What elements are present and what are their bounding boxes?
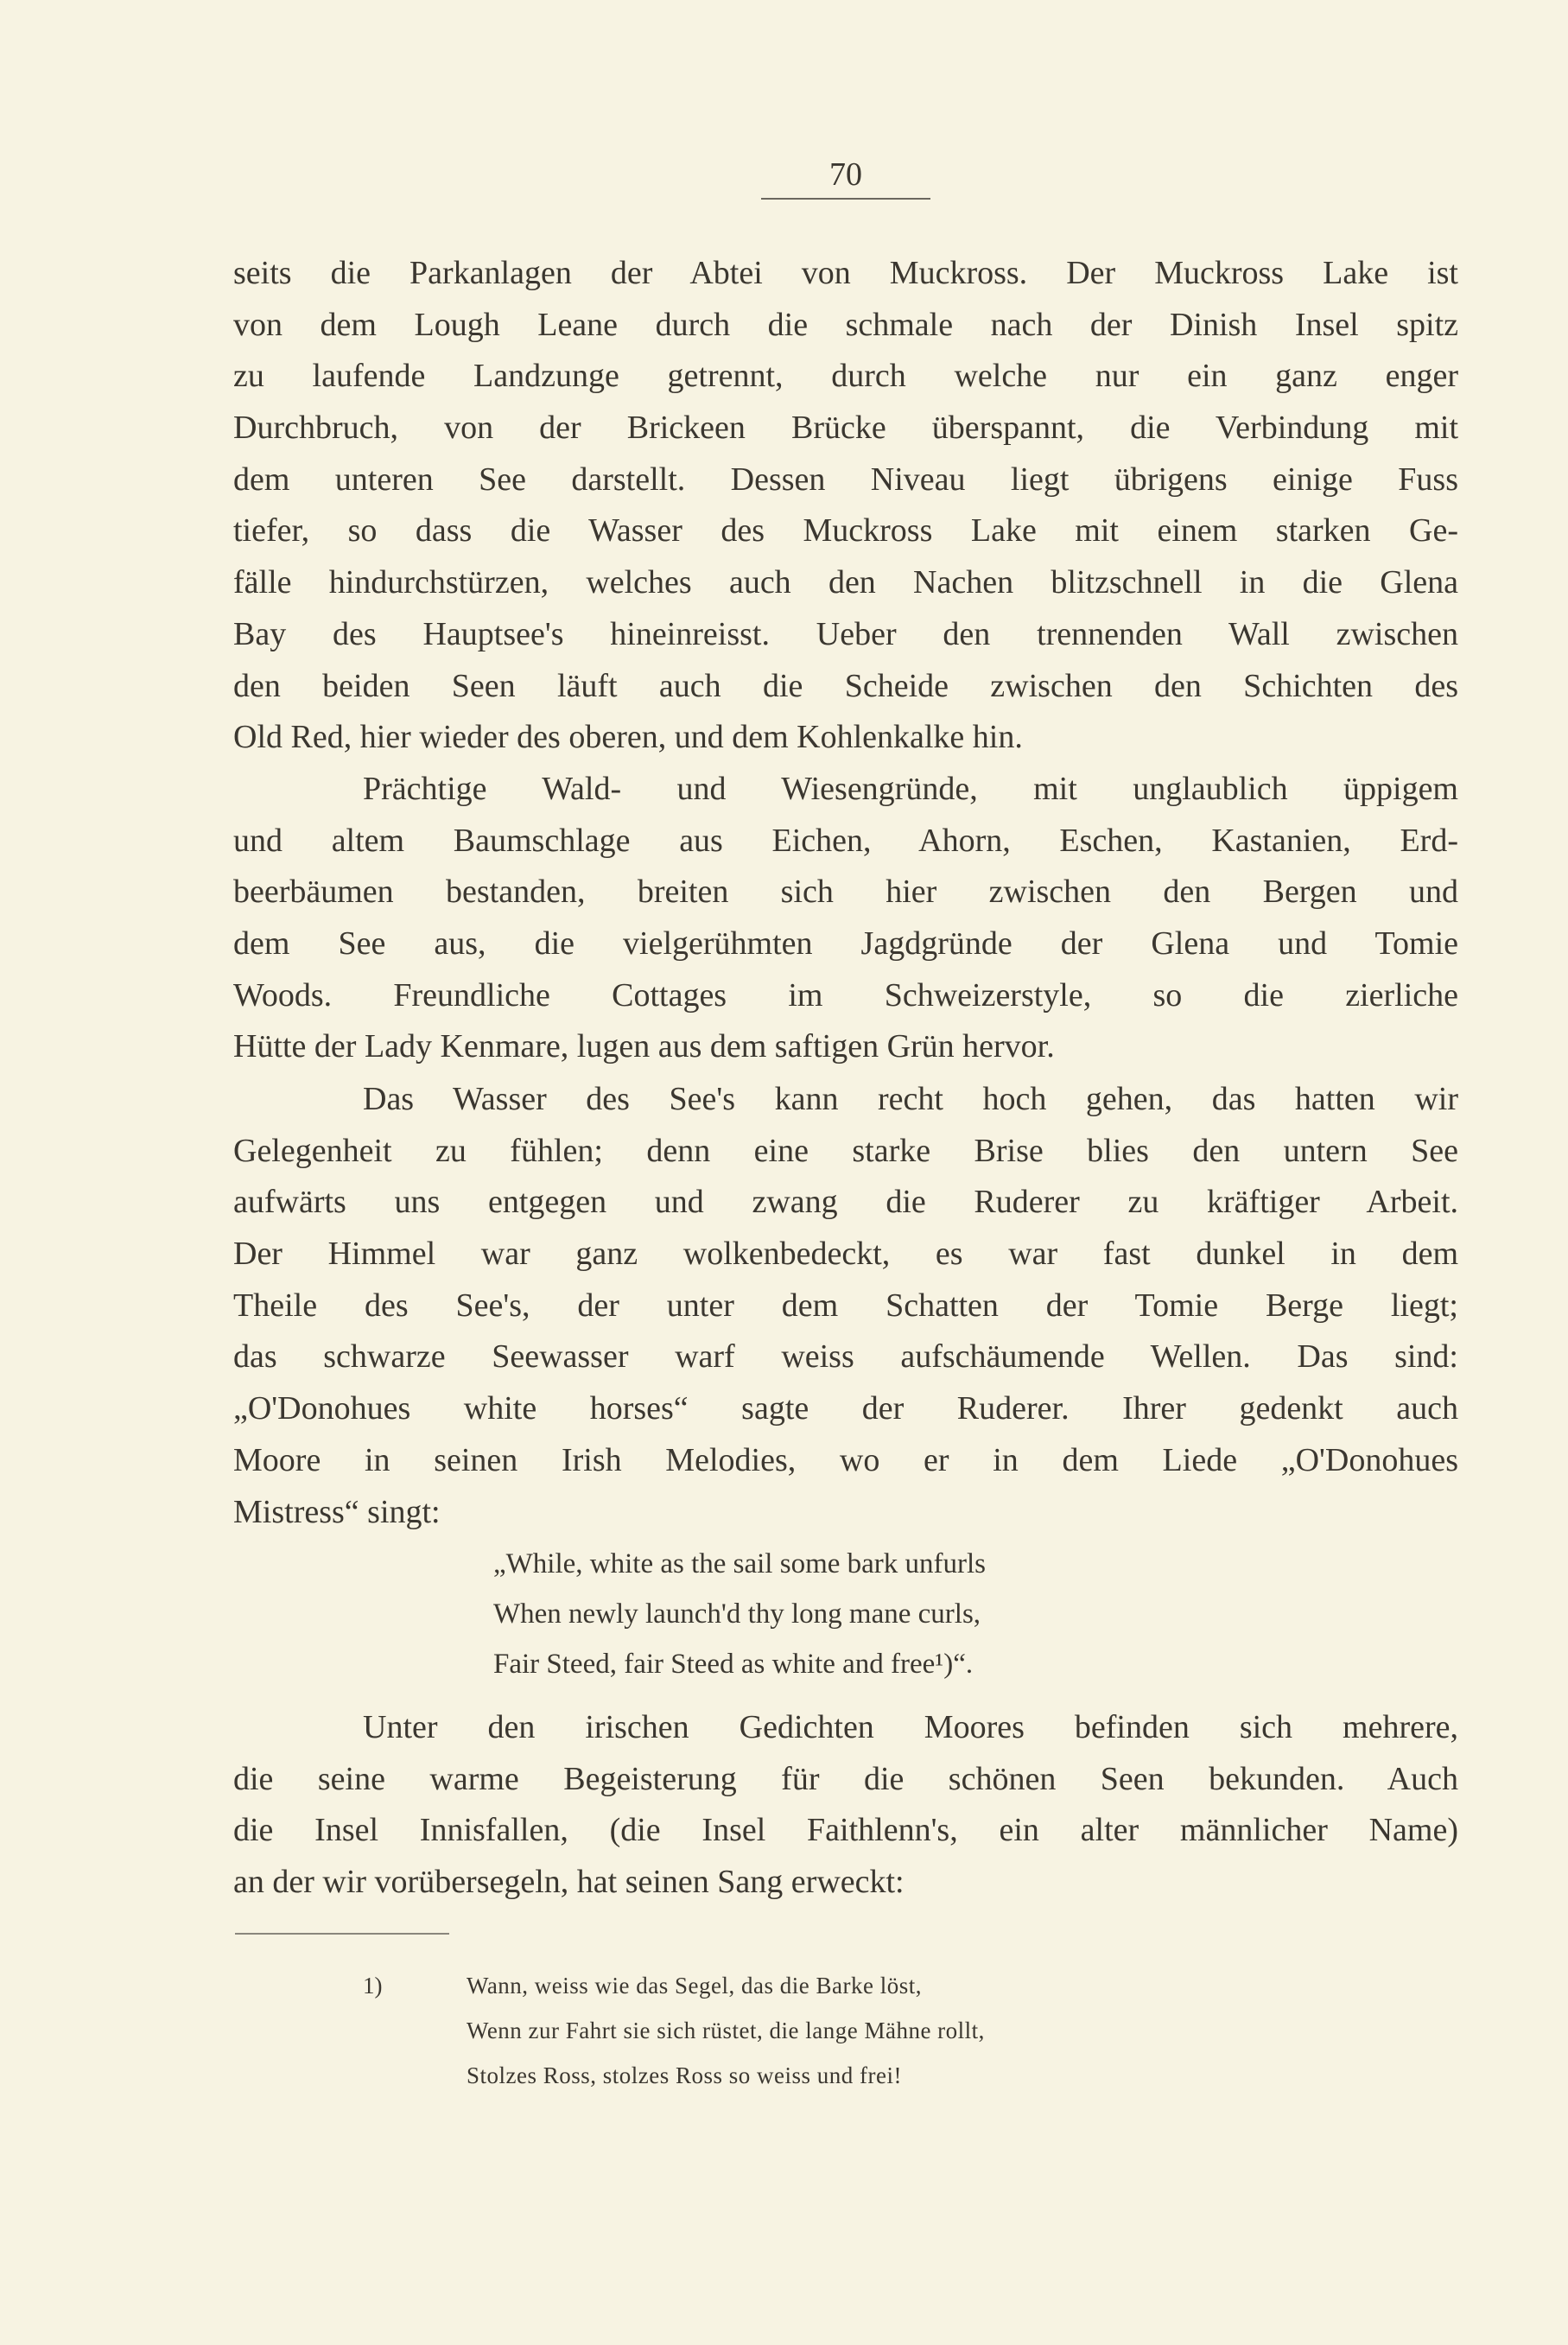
paragraph-4 [233,1702,1458,1909]
text-line: Prächtige Wald- und Wiesengründe, mit unglaublich üppigem [363,771,1458,807]
footnote-marker: 1) [363,1973,383,1999]
text-line: an der wir vorübersegeln, hat seinen Sang erweckt: [233,1864,905,1901]
text-line: die Insel Innisfallen, (die Insel Faithlenn's, ein alter männlicher Name) [233,1812,1458,1849]
text-line: Das Wasser des See's kann recht hoch gehen, das hatten wir [363,1081,1458,1117]
footnote-line: Stolzes Ross, stolzes Ross so weiss und frei! [467,2062,902,2088]
text-line: den beiden Seen läuft auch die Scheide zwischen den Schichten des [233,667,1458,704]
paragraph-2 [233,764,1458,1073]
text-line: Old Red, hier wieder des oberen, und dem Kohlenkalke hin. [233,719,1023,756]
text-line: aufwärts uns entgegen und zwang die Ruderer zu kräftiger Arbeit. [233,1184,1458,1221]
footnote-rule [235,1933,449,1935]
text-line: Theile des See's, der unter dem Schatten der Tomie Berge liegt; [233,1287,1458,1324]
text-line: und altem Baumschlage aus Eichen, Ahorn, Eschen, Kastanien, Erd- [233,822,1458,859]
footnote-line: Wenn zur Fahrt sie sich rüstet, die lange Mähne rollt, [467,2018,985,2043]
page-number-rule [761,198,930,200]
text-line: Hütte der Lady Kenmare, lugen aus dem saftigen Grün hervor. [233,1028,1055,1065]
poem-line: When newly launch'd thy long mane curls, [493,1598,981,1630]
text-line: dem See aus, die vielgerühmten Jagdgründe der Glena und Tomie [233,925,1458,963]
page-number: 70 [829,156,862,193]
text-line: Unter den irischen Gedichten Moores befinden sich mehrere, [363,1709,1458,1745]
paragraph-3 [233,1074,1458,1538]
text-line: beerbäumen bestanden, breiten sich hier zwischen den Bergen und [233,874,1458,911]
text-line: Moore in seinen Irish Melodies, wo er in dem Liede „O'Donohues [233,1441,1458,1478]
text-line: fälle hindurchstürzen, welches auch den Nachen blitzschnell in die Glena [233,564,1458,601]
text-line: dem unteren See darstellt. Dessen Niveau liegt übrigens einige Fuss [233,461,1458,498]
poem-line: Fair Steed, fair Steed as white and free¹)“. [493,1649,974,1680]
text-line: Woods. Freundliche Cottages im Schweizerstyle, so die zierliche [233,976,1458,1014]
poem-quote [493,1539,986,1689]
text-line: Durchbruch, von der Brickeen Brücke überspannt, die Verbindung mit [233,410,1458,447]
paragraph-1 [233,248,1458,764]
text-line: tiefer, so dass die Wasser des Muckross Lake mit einem starken Ge- [233,512,1458,550]
text-line: Gelegenheit zu fühlen; denn eine starke Brise blies den untern See [233,1132,1458,1169]
text-line: seits die Parkanlagen der Abtei von Muckross. Der Muckross Lake ist [233,255,1458,291]
text-line: von dem Lough Leane durch die schmale nach der Dinish Insel spitz [233,306,1458,343]
poem-line: „While, white as the sail some bark unfurls [493,1548,987,1579]
footnote-line: Wann, weiss wie das Segel, das die Barke löst, [467,1973,922,1999]
text-line: Der Himmel war ganz wolkenbedeckt, es war fast dunkel in dem [233,1236,1458,1273]
text-line: Bay des Hauptsee's hineinreisst. Ueber den trennenden Wall zwischen [233,615,1458,652]
text-line: das schwarze Seewasser warf weiss aufschäumende Wellen. Das sind: [233,1338,1458,1376]
text-line: zu laufende Landzunge getrennt, durch welche nur ein ganz enger [233,358,1458,395]
text-line: die seine warme Begeisterung für die schönen Seen bekunden. Auch [233,1760,1458,1797]
text-line: Mistress“ singt: [233,1493,441,1530]
text-line: „O'Donohues white horses“ sagte der Ruderer. Ihrer gedenkt auch [233,1390,1458,1427]
